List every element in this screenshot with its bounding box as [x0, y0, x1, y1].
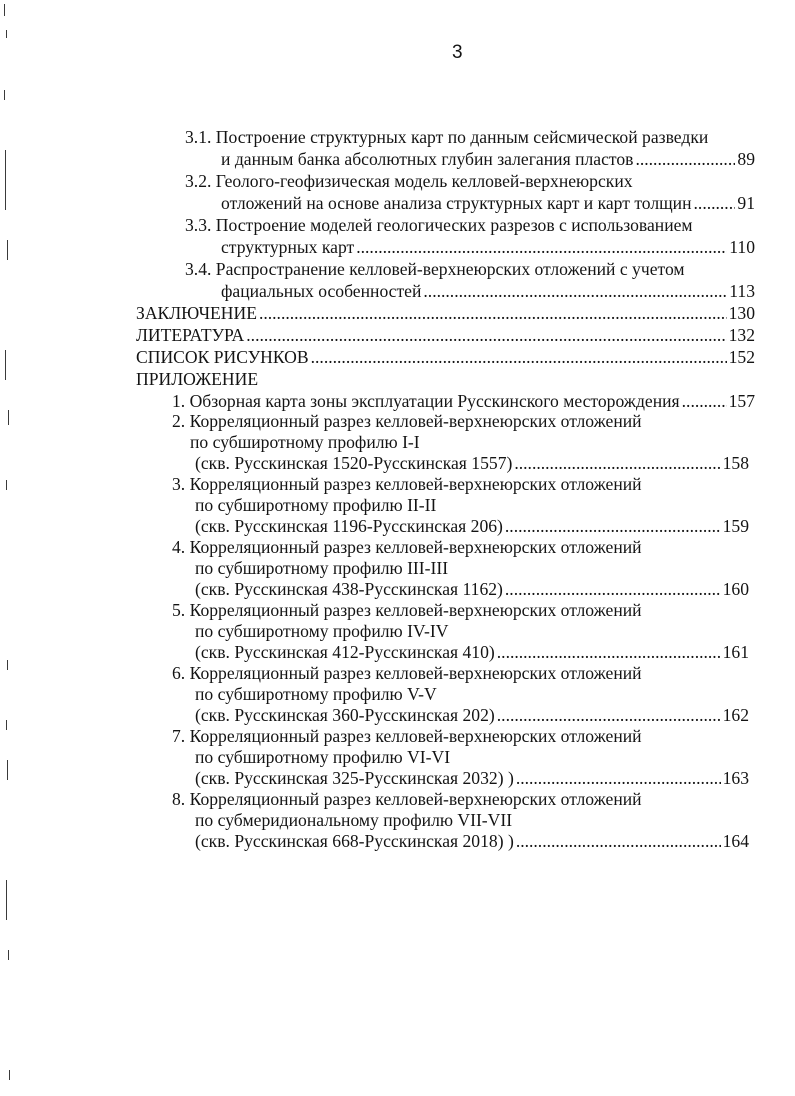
- appendix-item-2-line1[interactable]: 2. Корреляционный разрез келловей-верхнеюрских отложений: [172, 411, 642, 431]
- page-ref: 91: [737, 193, 755, 213]
- page-ref: 163: [722, 768, 749, 788]
- appendix-item-3-line3[interactable]: (скв. Русскинская 1196-Русскинская 206) ..... 159: [195, 516, 749, 536]
- appendix-item-7-line3[interactable]: (скв. Русскинская 325-Русскинская 2032) ) ..... 163: [195, 768, 749, 788]
- leader-dots: [505, 516, 721, 536]
- scan-speck: [4, 90, 5, 100]
- appendix-item-5-line2: по субширотному профилю IV-IV: [195, 621, 449, 641]
- page-ref: 89: [737, 149, 755, 169]
- appendix-item-3-line2: по субширотному профилю II-II: [195, 495, 437, 515]
- appendix-item-7-line2: по субширотному профилю VI-VI: [195, 747, 451, 767]
- appendix-item-6-line1[interactable]: 6. Корреляционный разрез келловей-верхнеюрских отложений: [172, 663, 642, 683]
- toc-entry-3-3-line2[interactable]: структурных карт ..... 110: [221, 237, 755, 257]
- page-ref: 160: [722, 579, 749, 599]
- toc-entry-figures[interactable]: СПИСОК РИСУНКОВ ..... 152: [136, 347, 755, 367]
- appendix-item-8-line2: по субмеридиональному профилю VII-VII: [195, 810, 513, 830]
- leader-dots: [259, 303, 727, 323]
- scan-speck: [9, 1070, 10, 1080]
- leader-dots: [356, 237, 727, 257]
- page-number: 3: [452, 42, 463, 63]
- appendix-item-8-line3[interactable]: (скв. Русскинская 668-Русскинская 2018) ) ..... 164: [195, 831, 749, 851]
- appendix-item-3-line1[interactable]: 3. Корреляционный разрез келловей-верхнеюрских отложений: [172, 474, 642, 494]
- leader-dots: [682, 391, 727, 411]
- leader-dots: [516, 768, 721, 788]
- toc-entry-3-1-line1[interactable]: 3.1. Построение структурных карт по данным сейсмической разведки: [185, 127, 709, 147]
- appendix-item-4-line1[interactable]: 4. Корреляционный разрез келловей-верхнеюрских отложений: [172, 537, 642, 557]
- scan-speck: [4, 4, 5, 16]
- appendix-item-7-line1[interactable]: 7. Корреляционный разрез келловей-верхнеюрских отложений: [172, 726, 642, 746]
- scan-speck: [6, 880, 7, 920]
- page-ref: 159: [722, 516, 749, 536]
- appendix-item-6-line3[interactable]: (скв. Русскинская 360-Русскинская 202) ..... 162: [195, 705, 749, 725]
- leader-dots: [505, 579, 721, 599]
- toc-entry-3-4-line1[interactable]: 3.4. Распространение келловей-верхнеюрских отложений с учетом: [185, 259, 685, 279]
- page-ref: 110: [729, 237, 755, 257]
- page-ref: 132: [728, 325, 755, 345]
- appendix-item-4-line3[interactable]: (скв. Русскинская 438-Русскинская 1162) ..... 160: [195, 579, 749, 599]
- leader-dots: [497, 705, 721, 725]
- toc-entry-3-1-line2[interactable]: и данным банка абсолютных глубин залегания пластов ..... 89: [221, 149, 755, 169]
- page-ref: 158: [722, 453, 749, 473]
- scan-speck: [6, 30, 7, 38]
- page-ref: 113: [729, 281, 755, 301]
- appendix-item-6-line2: по субширотному профилю V-V: [195, 684, 437, 704]
- page-ref: 161: [722, 642, 749, 662]
- appendix-item-1[interactable]: 1. Обзорная карта зоны эксплуатации Русскинского месторождения ..... 157: [172, 391, 755, 411]
- leader-dots: [635, 149, 735, 169]
- appendix-item-5-line3[interactable]: (скв. Русскинская 412-Русскинская 410) ..... 161: [195, 642, 749, 662]
- page-ref: 130: [728, 303, 755, 323]
- leader-dots: [497, 642, 721, 662]
- appendix-item-2-line3[interactable]: (скв. Русскинская 1520-Русскинская 1557) ..... 158: [195, 453, 749, 473]
- leader-dots: [423, 281, 727, 301]
- toc-entry-conclusion[interactable]: ЗАКЛЮЧЕНИЕ ..... 130: [136, 303, 755, 323]
- appendix-item-5-line1[interactable]: 5. Корреляционный разрез келловей-верхнеюрских отложений: [172, 600, 642, 620]
- toc-entry-3-3-line1[interactable]: 3.3. Построение моделей геологических разрезов с использованием: [185, 215, 693, 235]
- leader-dots: [694, 193, 736, 213]
- page-ref: 162: [722, 705, 749, 725]
- appendix-item-2-line2: по субширотному профилю I-I: [190, 432, 420, 452]
- table-of-contents: [0, 127, 795, 851]
- toc-entry-3-4-line2[interactable]: фациальных особенностей ..... 113: [221, 281, 755, 301]
- appendix-item-4-line2: по субширотному профилю III-III: [195, 558, 449, 578]
- toc-entry-appendix[interactable]: ПРИЛОЖЕНИЕ: [136, 369, 259, 389]
- leader-dots: [246, 325, 726, 345]
- page-ref: 164: [722, 831, 749, 851]
- appendix-item-8-line1[interactable]: 8. Корреляционный разрез келловей-верхнеюрских отложений: [172, 789, 642, 809]
- toc-entry-3-2-line2[interactable]: отложений на основе анализа структурных карт и карт толщин ..... 91: [221, 193, 755, 213]
- leader-dots: [516, 831, 721, 851]
- toc-entry-3-2-line1[interactable]: 3.2. Геолого-геофизическая модель келловей-верхнеюрских: [185, 171, 633, 191]
- scan-speck: [8, 950, 9, 960]
- page-ref: 157: [728, 391, 755, 411]
- leader-dots: [514, 453, 720, 473]
- page-ref: 152: [728, 347, 755, 367]
- leader-dots: [311, 347, 727, 367]
- toc-entry-literature[interactable]: ЛИТЕРАТУРА ..... 132: [136, 325, 755, 345]
